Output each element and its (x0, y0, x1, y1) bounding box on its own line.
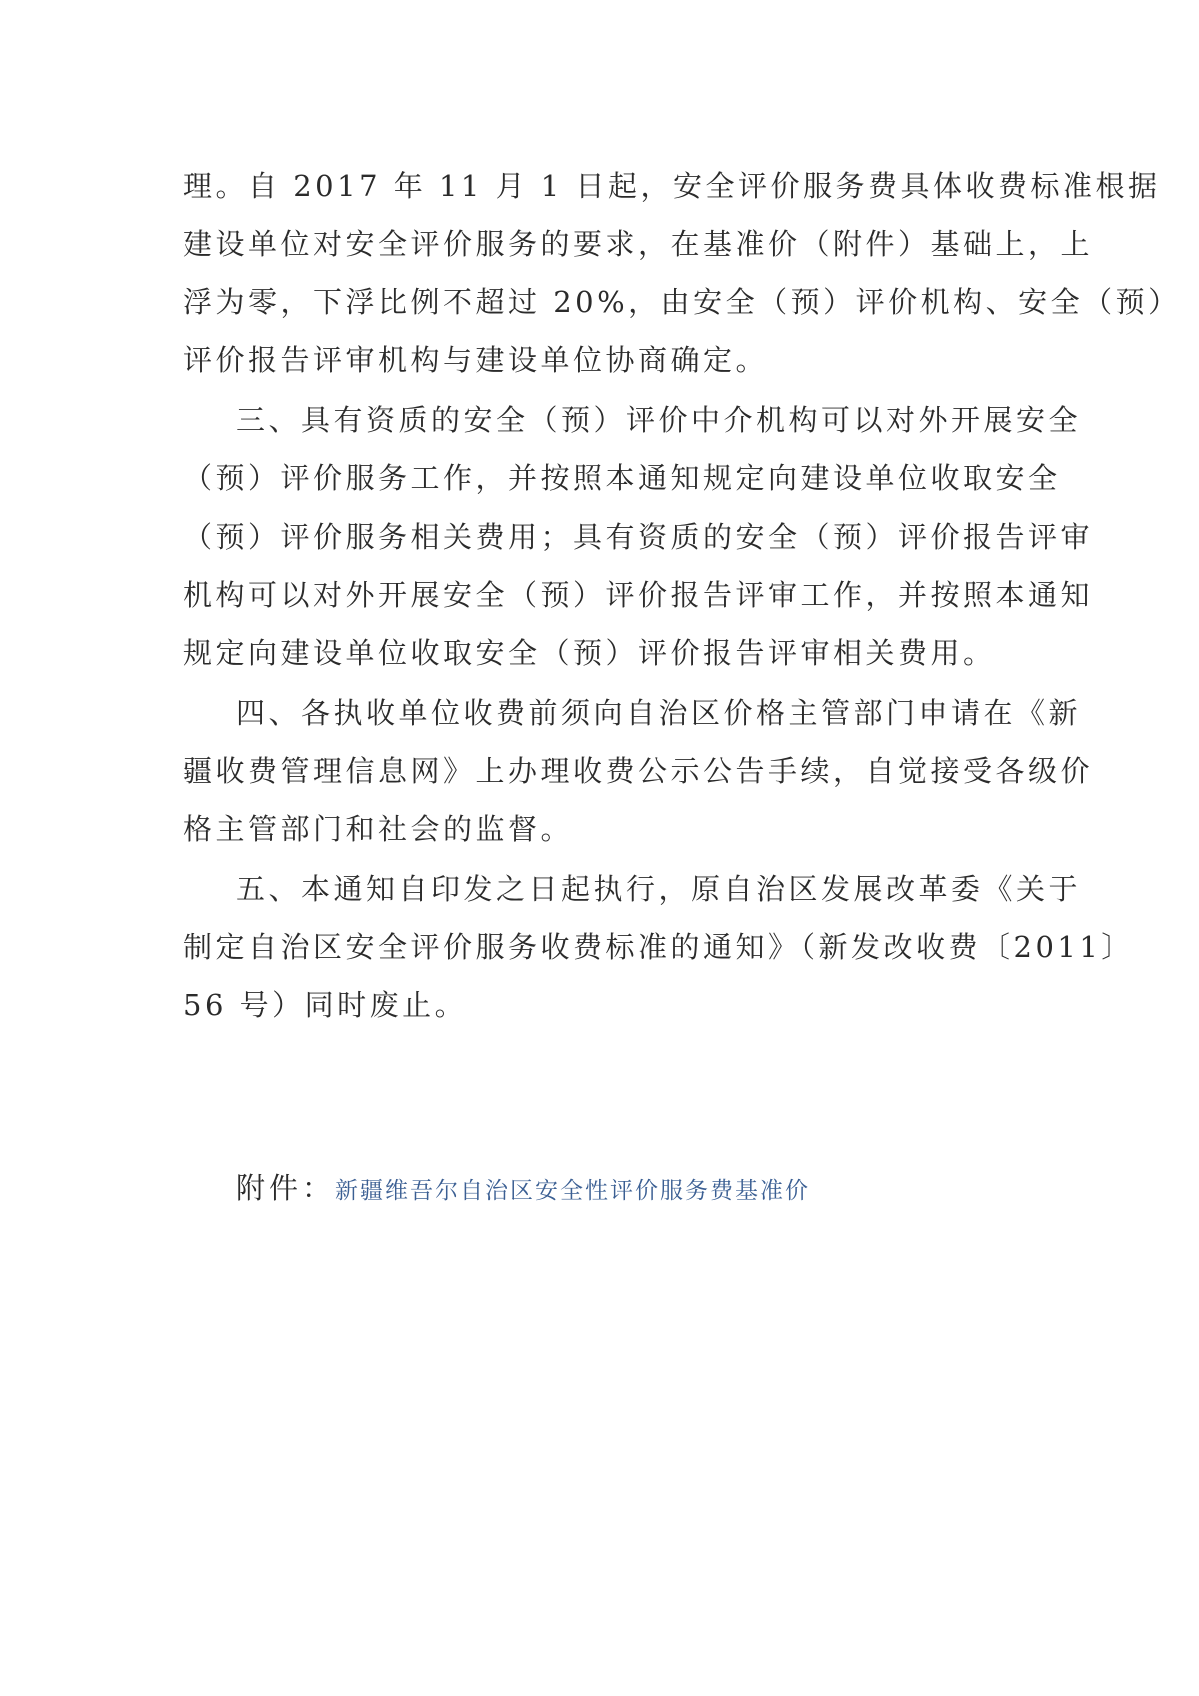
attachment-row (236, 1168, 810, 1211)
paragraph-line: 理。自 2017 年 11 月 1 日起，安全评价服务费具体收费标准根据 (183, 169, 1161, 203)
section-three-first-line: 三、具有资质的安全（预）评价中介机构可以对外开展安全 (236, 403, 1082, 437)
paragraph-line: 制定自治区安全评价服务收费标准的通知》（新发改收费〔2011〕 (183, 930, 1134, 964)
paragraph-line: 56 号）同时废止。 (183, 988, 468, 1022)
paragraph-line: （预）评价服务工作，并按照本通知规定向建设单位收取安全 (183, 461, 1061, 495)
paragraph-line: 规定向建设单位收取安全（预）评价报告评审相关费用。 (183, 636, 996, 670)
paragraph-line: 机构可以对外开展安全（预）评价报告评审工作，并按照本通知 (183, 578, 1094, 612)
paragraph-line: （预）评价服务相关费用；具有资质的安全（预）评价报告评审 (183, 520, 1094, 554)
paragraph-line: 格主管部门和社会的监督。 (183, 812, 574, 846)
paragraph-line: 疆收费管理信息网》上办理收费公示公告手续，自觉接受各级价 (183, 754, 1094, 788)
attachment-label: 附件： (236, 1171, 336, 1205)
paragraph-line: 建设单位对安全评价服务的要求，在基准价（附件）基础上，上 (183, 227, 1094, 261)
paragraph-line: 浮为零，下浮比例不超过 20%，由安全（预）评价机构、安全（预） (183, 285, 1181, 319)
section-four-first-line: 四、各执收单位收费前须向自治区价格主管部门申请在《新 (236, 696, 1082, 730)
paragraph-line: 评价报告评审机构与建设单位协商确定。 (183, 343, 769, 377)
attachment-link[interactable]: 新疆维吾尔自治区安全性评价服务费基准价 (335, 1178, 811, 1204)
section-five-first-line: 五、本通知自印发之日起执行，原自治区发展改革委《关于 (236, 872, 1082, 906)
